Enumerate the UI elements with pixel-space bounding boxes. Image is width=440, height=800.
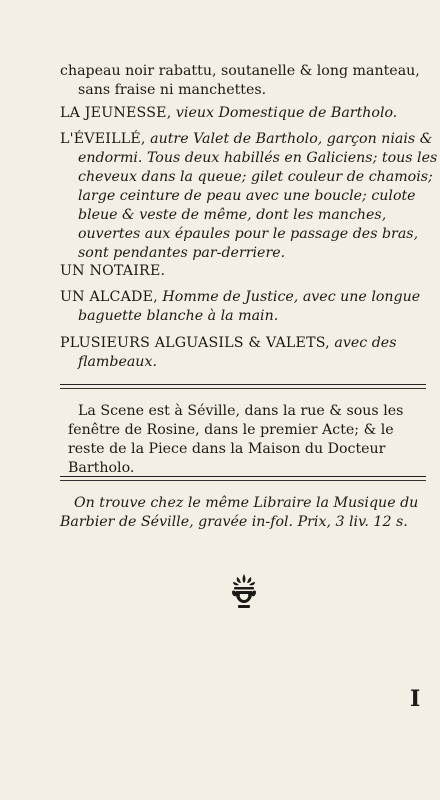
divider-rule <box>60 476 426 477</box>
divider-rule <box>60 384 426 385</box>
character-notaire <box>60 262 440 281</box>
character-leveille <box>60 130 440 263</box>
page-folio: I <box>410 686 421 712</box>
character-name: L'ÉVEILLÉ, <box>60 131 146 147</box>
character-description: vieux Domestique de Bartholo. <box>171 105 398 121</box>
character-name: PLUSIEURS ALGUASILS & VALETS, <box>60 335 330 351</box>
character-name: LA JEUNESSE, <box>60 105 172 121</box>
character-alguasils <box>60 334 440 372</box>
publisher-note: On trouve chez le même Libraire la Musique du Barbier de Séville, gravée in-fol. Prix, 3 liv. 12 s. <box>60 495 419 530</box>
character-alcade <box>60 288 440 326</box>
character-name: UN ALCADE, <box>60 289 158 305</box>
character-description: avec des flambeaux. <box>78 335 397 370</box>
character-description: autre Valet de Bartholo, garçon niais & endormi. Tous deux habillés en Galiciens; tous les cheveux dans la queue; gilet couleur de chamois; large ceinture de peau avec une boucle; culote bleue & veste de même, dont les manches, ouvertes aux épaules pour le passage des bras, sont pendantes par-derriere. <box>78 131 438 261</box>
character-description: Homme de Justice, avec une longue baguette blanche à la main. <box>78 289 421 324</box>
character-name: UN NOTAIRE. <box>60 263 166 279</box>
scene-setting: La Scene est à Séville, dans la rue & sous les fenêtre de Rosine, dans le premier Acte; & le reste de la Piece dans la Maison du Docteur Bartholo. <box>68 403 404 476</box>
divider-rule-thin <box>60 480 426 481</box>
divider-rule-thin <box>60 388 426 389</box>
bartholo-costume-continuation: chapeau noir rabattu, soutanelle & long manteau, sans fraise ni manchettes. <box>60 63 420 98</box>
fleuron-icon <box>226 572 262 612</box>
character-la-jeunesse <box>60 104 440 123</box>
